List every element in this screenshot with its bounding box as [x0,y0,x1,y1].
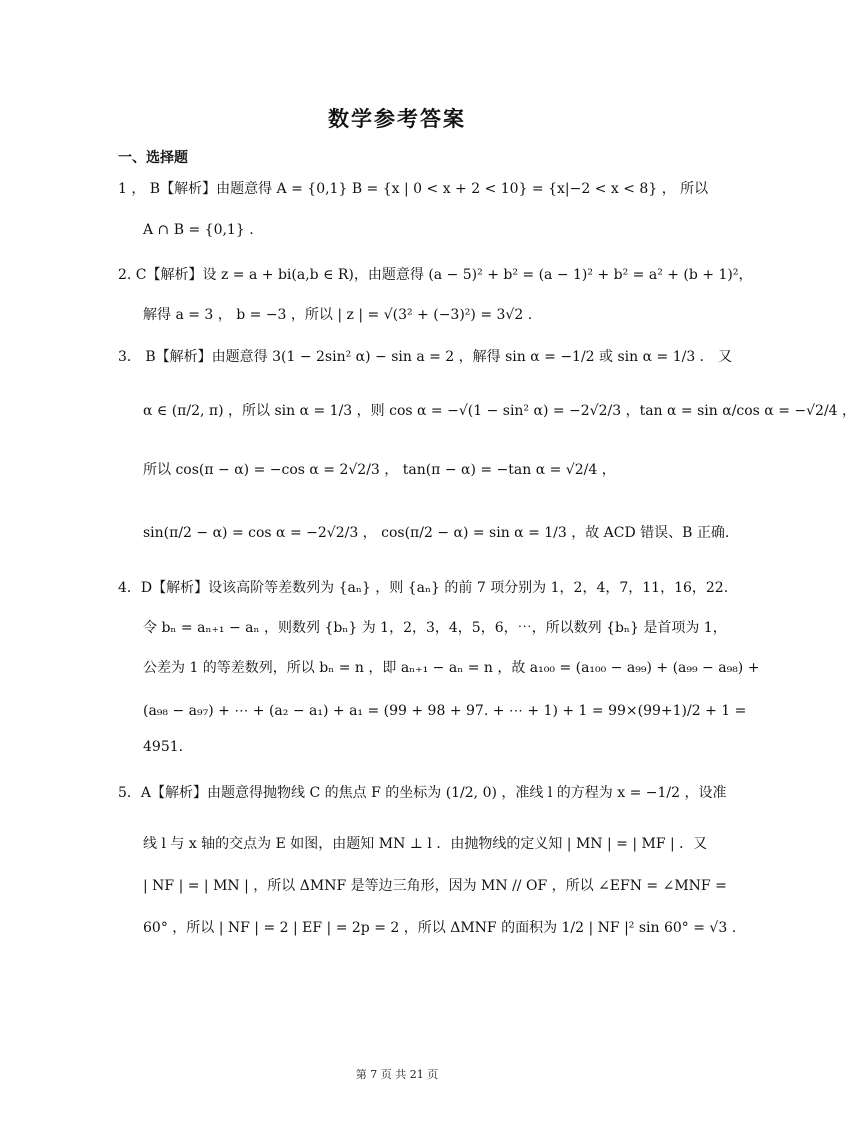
answer-5-line-1: 5．A【解析】由题意得抛物线 C 的焦点 F 的坐标为 (1/2, 0) ，准线 l 的方程为 x = −1/2 ，设准 [118,785,727,801]
answer-5-line-3: | NF | = | MN | ，所以 ΔMNF 是等边三角形，因为 MN // OF ，所以 ∠EFN = ∠MNF = [143,878,727,894]
answer-4-line-4: (a₉₈ − a₉₇) + ⋯ + (a₂ − a₁) + a₁ = (99 + 98 + 97. + ⋯ + 1) + 1 = 99×(99+1)/2 + 1 = [143,703,747,719]
answer-5-line-4: 60° ，所以 | NF | = 2 | EF | = 2p = 2 ，所以 ΔMNF 的面积为 1/2 | NF |² sin 60° = √3 . [143,920,737,936]
answer-3-line-4: sin(π/2 − α) = cos α = −2√2/3 ， cos(π/2 − α) = sin α = 1/3 ，故 ACD 错误、B 正确. [143,525,730,541]
section-heading: 一、选择题 [118,150,188,166]
answer-3-line-3: 所以 cos(π − α) = −cos α = 2√2/3 ， tan(π − α) = −tan α = √2/4 ， [143,462,616,478]
answer-1-line-2: A ∩ B = {0,1} . [143,222,254,238]
answer-1-line-1: 1 ， B【解析】由题意得 A = {0,1} B = {x | 0 < x + 2 < 10} = {x|−2 < x < 8} ， 所以 [118,181,709,197]
answer-3-line-2: α ∈ (π/2, π) ，所以 sin α = 1/3 ，则 cos α = −√(1 − sin² α) = −2√2/3 ，tan α = sin α/cos α = −√2/4 ， [143,403,856,419]
page-footer: 第 7 页 共 21 页 [355,1068,439,1081]
answer-4-line-2: 令 bₙ = aₙ₊₁ − aₙ ，则数列 {bₙ} 为 1，2，3，4，5，6，⋯，所以数列 {bₙ} 是首项为 1， [143,620,727,636]
answer-4-line-3: 公差为 1 的等差数列，所以 bₙ = n ，即 aₙ₊₁ − aₙ = n ，故 a₁₀₀ = (a₁₀₀ − a₉₉) + (a₉₉ − a₉₈) + [143,660,760,676]
answer-5-line-2: 线 l 与 x 轴的交点为 E 如图，由题知 MN ⊥ l ．由抛物线的定义知 | MN | = | MF | ．又 [143,836,708,852]
answer-3-line-1: 3． B【解析】由题意得 3(1 − 2sin² α) − sin a = 2 ，解得 sin α = −1/2 或 sin α = 1/3 ． 又 [118,349,733,365]
answer-2-line-1: 2. C【解析】设 z = a + bi(a,b ∈ R)，由题意得 (a − 5)² + b² = (a − 1)² + b² = a² + (b + 1)²， [118,267,753,283]
answer-4-line-1: 4．D【解析】设该高阶等差数列为 {aₙ} ，则 {aₙ} 的前 7 项分别为 1，2，4，7，11，16，22. [118,580,729,596]
answer-2-line-2: 解得 a = 3 ， b = −3 ，所以 | z | = √(3² + (−3)²) = 3√2 . [143,307,533,323]
page-title: 数学参考答案 [328,107,466,131]
answer-4-line-5: 4951. [143,739,184,755]
